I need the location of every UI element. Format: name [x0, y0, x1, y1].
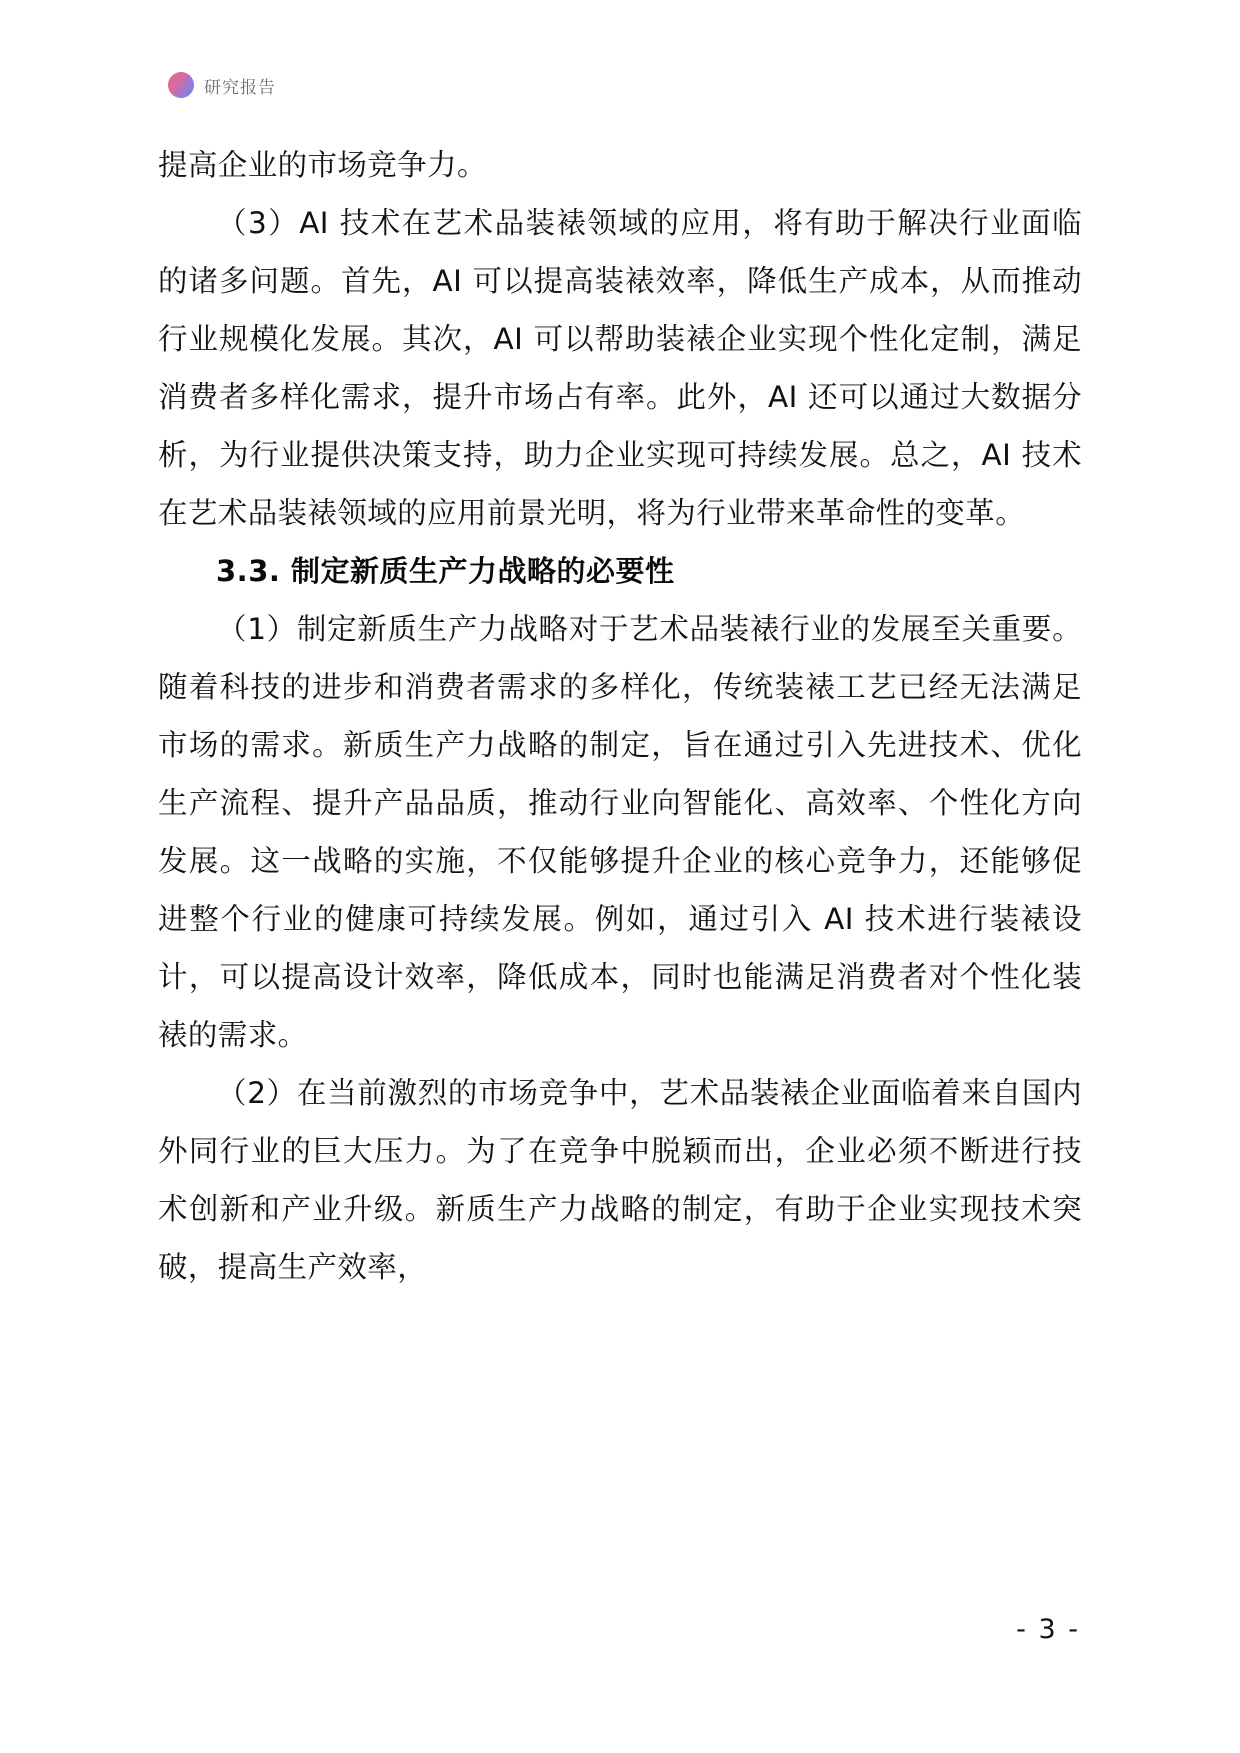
- paragraph-continuation: 提高企业的市场竞争力。: [158, 148, 487, 182]
- page-number: - 3 -: [1016, 1614, 1080, 1645]
- paragraph-item-3: （3）AI 技术在艺术品装裱领域的应用，将有助于解决行业面临的诸多问题。首先，AI 可以提高装裱效率，降低生产成本，从而推动行业规模化发展。其次，AI 可以帮助装裱企业实现个性化定制，满足消费者多样化需求，提升市场占有率。此外，AI 还可以通过大数据分析，为行业提供决策支持，助力企业实现可持续发展。总之，AI 技术在艺术品装裱领域的应用前景光明，将为行业带来革命性的变革。: [158, 206, 1082, 530]
- paragraph-item-1: （1）制定新质生产力战略对于艺术品装裱行业的发展至关重要。随着科技的进步和消费者需求的多样化，传统装裱工艺已经无法满足市场的需求。新质生产力战略的制定，旨在通过引入先进技术、优化生产流程、提升产品品质，推动行业向智能化、高效率、个性化方向发展。这一战略的实施，不仅能够提升企业的核心竞争力，还能够促进整个行业的健康可持续发展。例如，通过引入 AI 技术进行装裱设计，可以提高设计效率，降低成本，同时也能满足消费者对个性化装裱的需求。: [158, 612, 1082, 1052]
- report-logo-icon: [168, 72, 194, 98]
- document-header: [168, 72, 276, 98]
- section-heading-3-3: 3.3. 制定新质生产力战略的必要性: [216, 554, 675, 588]
- brand-label: 研究报告: [204, 77, 276, 98]
- paragraph-item-2: （2）在当前激烈的市场竞争中，艺术品装裱企业面临着来自国内外同行业的巨大压力。为了在竞争中脱颖而出，企业必须不断进行技术创新和产业升级。新质生产力战略的制定，有助于企业实现技术突破，提高生产效率，: [158, 1076, 1082, 1284]
- document-body: [158, 136, 1082, 1296]
